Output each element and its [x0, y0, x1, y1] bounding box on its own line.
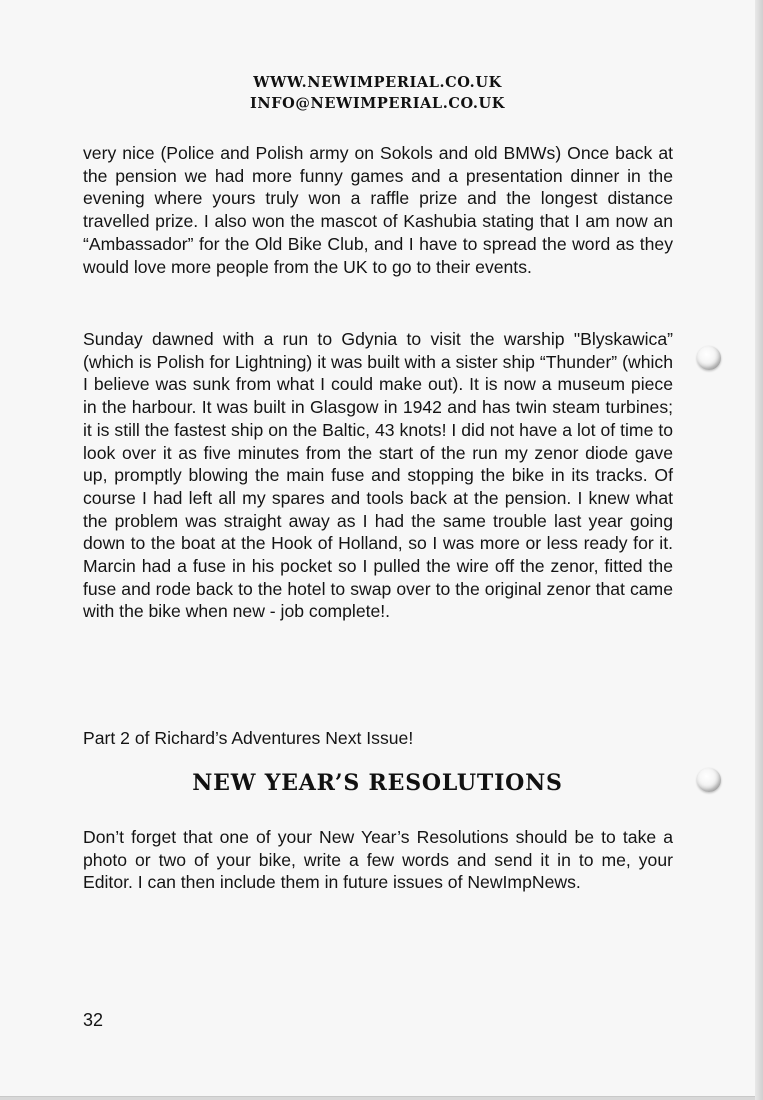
- page-number: 32: [83, 1010, 104, 1030]
- paragraph-next-issue: Part 2 of Richard’s Adventures Next Issue!: [83, 728, 414, 748]
- punch-hole-icon: [697, 346, 721, 370]
- email-address[interactable]: INFO@NEWIMPERIAL.CO.UK: [250, 95, 505, 112]
- paragraph-gdynia-run: Sunday dawned with a run to Gdynia to visit the warship "Blyskawica” (which is Polish for Lightning) it was built with a sister ship “Thunder” (which I believe was sunk from what I could make out). It is now a museum piece in the harbour. It was built in Glasgow in 1942 and has twin steam turbines; it is still the fastest ship on the Baltic, 43 knots! I did not have a lot of time to look over it as five minutes from the start of the run my zenor diode gave up, promptly blowing the main fuse and stopping the bike in its tracks. Of course I had left all my spares and tools back at the pension. I knew what the problem was straight away as I had the same trouble last year going down to the boat at the Hook of Holland, so I was more or less ready for it. Marcin had a fuse in his pocket so I pulled the wire off the zenor, fitted the fuse and rode back to the hotel to swap over to the original zenor that came with the bike when new - job complete!.: [83, 329, 673, 622]
- page-header: [0, 72, 755, 114]
- section-heading: NEW YEAR’S RESOLUTIONS: [192, 770, 563, 796]
- paragraph-pension-dinner: very nice (Police and Polish army on Sokols and old BMWs) Once back at the pension we had more funny games and a presentation dinner in the evening where yours truly won a raffle prize and the longest distance travelled prize. I also won the mascot of Kashubia stating that I am now an “Ambassador” for the Old Bike Club, and I have to spread the word as they would love more people from the UK to go to their events.: [83, 143, 673, 277]
- paragraph-resolutions: Don’t forget that one of your New Year’s Resolutions should be to take a photo or two of your bike, write a few words and send it in to me, your Editor. I can then include them in future issues of NewImpNews.: [83, 827, 673, 893]
- punch-hole-icon: [697, 768, 721, 792]
- website-url[interactable]: WWW.NEWIMPERIAL.CO.UK: [253, 74, 502, 91]
- page-edge: [755, 0, 763, 1100]
